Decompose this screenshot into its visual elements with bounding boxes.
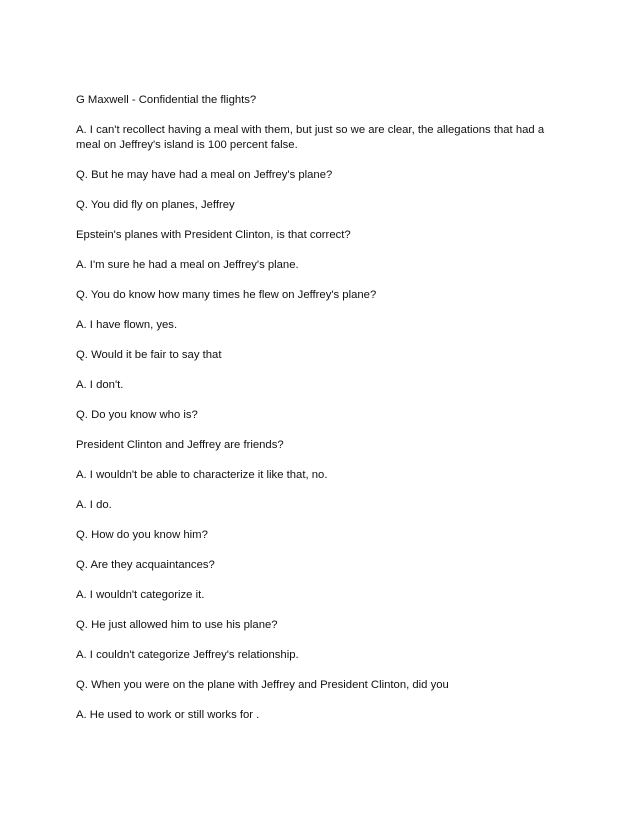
paragraph: Q. You did fly on planes, Jeffrey	[76, 199, 235, 211]
paragraph: Q. He just allowed him to use his plane?	[76, 619, 278, 631]
paragraph: A. I wouldn't be able to characterize it like that, no.	[76, 469, 328, 481]
paragraph: Q. Are they acquaintances?	[76, 559, 215, 571]
paragraph: A. I can't recollect having a meal with them, but just so we are clear, the allegations that had a meal on Jeffrey's island is 100 percent false.	[76, 124, 545, 151]
paragraph: Epstein's planes with President Clinton, is that correct?	[76, 229, 351, 241]
paragraph: A. I'm sure he had a meal on Jeffrey's plane.	[76, 259, 299, 271]
document-body	[76, 93, 566, 738]
paragraph: A. I wouldn't categorize it.	[76, 589, 205, 601]
paragraph: A. He used to work or still works for .	[76, 709, 260, 721]
paragraph: Q. You do know how many times he flew on Jeffrey's plane?	[76, 289, 377, 301]
paragraph: Q. Do you know who is?	[76, 409, 198, 421]
paragraph: A. I couldn't categorize Jeffrey's relationship.	[76, 649, 299, 661]
paragraph: A. I don't.	[76, 379, 124, 391]
paragraph: Q. When you were on the plane with Jeffrey and President Clinton, did you	[76, 679, 449, 691]
paragraph: A. I do.	[76, 499, 112, 511]
paragraph: Q. But he may have had a meal on Jeffrey's plane?	[76, 169, 333, 181]
document-title: G Maxwell - Confidential the flights?	[76, 94, 257, 106]
paragraph: Q. Would it be fair to say that	[76, 349, 222, 361]
paragraph: President Clinton and Jeffrey are friends?	[76, 439, 284, 451]
paragraph: Q. How do you know him?	[76, 529, 208, 541]
paragraph: A. I have flown, yes.	[76, 319, 178, 331]
